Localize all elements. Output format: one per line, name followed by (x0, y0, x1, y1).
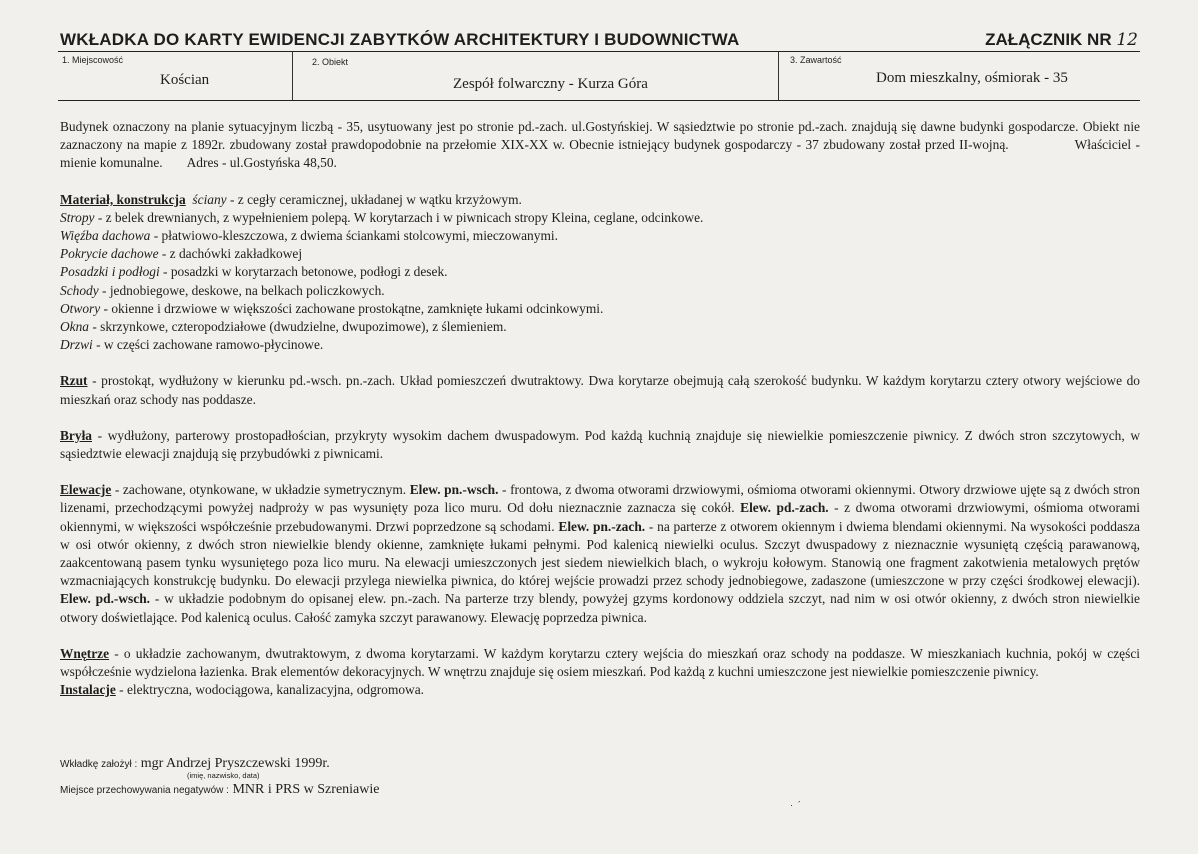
field-divider-2 (778, 52, 779, 100)
material-text: - jednobiegowe, deskowe, na belkach policzkowych. (98, 282, 385, 298)
field-divider-1 (292, 52, 293, 100)
storage-label: Miejsce przechowywania negatywów : (60, 785, 229, 796)
material-term: Okna (60, 319, 90, 335)
wnetrze-heading: Wnętrze (60, 645, 110, 661)
header-bottom-rule (58, 100, 1140, 101)
field-label-content: 3. Zawartość (790, 55, 842, 65)
material-heading: Materiał, konstrukcja (60, 191, 186, 207)
storage-value: MNR i PRS w Szreniawie (228, 782, 380, 797)
header-top-rule (58, 51, 1140, 52)
material-text: - z belek drewnianych, z wypełnieniem polepą. W korytarzach i w piwnicach stropy Kleina, ceglane, odcinkowe. (94, 209, 704, 225)
elewacje-heading: Elewacje (60, 482, 112, 498)
elewacje-text: - w układzie podobnym do opisanej elew. pn.-zach. Na parterze trzy blendy, powyżej gzyms kordonowy oddziela szczyt, nad nim w osi otwór okienny, z dwóch stron niewielkie otwory doświetlające. Pod kalenicą oculus. Całość zamyka szczyt parawanowy. Elewację poprzedza piwnica. (60, 591, 1140, 625)
material-term: Więźba dachowa (60, 228, 151, 244)
wnetrze-text: - o układzie zachowanym, dwutraktowym, z dwoma korytarzami. W każdym korytarzu cztery wejścia do mieszkań oraz schody na poddasze. W mieszkaniach kuchnia, pokój w części współcześnie wydzielona łazienka. Brak elementów dekoracyjnych. W wnętrzu znajduje się osiem mieszkań. Pod każdą z kuchni umieszczone jest niewielkie pomieszczenie piwnicy. (60, 645, 1140, 680)
material-term: ściany (192, 191, 227, 207)
scan-mark: · ´ (790, 800, 801, 810)
address-text: Adres - ul.Gostyńska 48,50. (186, 155, 337, 171)
field-value-content: Dom mieszkalny, ośmiorak - 35 (876, 70, 1068, 86)
author-sub-label: (imię, nazwisko, data) (187, 771, 260, 780)
material-text: - posadzki w korytarzach betonowe, podłogi z desek. (159, 264, 448, 280)
intro-text: Budynek oznaczony na planie sytuacyjnym liczbą - 35, usytuowany jest po stronie pd.-zach. ul.Gostyńskiej. W sąsiedztwie po stronie pd.-zach. znajdują się dawne budynki gospodarcze. Obiekt nie zaznaczony na mapie z 1892r. zbudowany został prawdopodobnie na przełomie XIX-XX w. Obecnie istniejący budynek gospodarczy - 37 zbudowany został przed II-wojną. (60, 119, 1140, 153)
rzut-text: - prostokąt, wydłużony w kierunku pd.-wsch. pn.-zach. Układ pomieszczeń dwutraktowy. Dwa korytarze obejmują całą szerokość budynku. W każdym korytarzu cztery otwory wejściowe do mieszkań oraz schody nas poddasze. (60, 373, 1140, 407)
elewacje-subheading: Elew. pn.-wsch. (409, 482, 499, 498)
elewacje-subheading: Elew. pd.-wsch. (60, 591, 151, 607)
elewacje-subheading: Elew. pd.-zach. (740, 500, 829, 516)
bryla-heading: Bryła (60, 427, 92, 443)
field-value-object: Zespół folwarczny - Kurza Góra (453, 76, 648, 92)
material-term: Stropy (60, 209, 95, 225)
elewacje-text: - zachowane, otynkowane, w układzie symetrycznym. (111, 482, 410, 498)
instalacje-section (60, 681, 1140, 699)
material-term: Schody (60, 282, 99, 298)
field-value-location: Kościan (160, 72, 210, 88)
storage-line (60, 782, 379, 798)
elewacje-text: - na parterze z otworem okiennym i dwiema blendami okiennymi. Na wysokości poddasza w osi otwór okienny, z dwóch stron niewielkie blendy okienne, zamknięte łukami pełnymi. Pod kalenicą niewielki oculus. Szczyt dwuspadowy z nieznacznie wysuniętą częścią parawanową, zaakcentowaną pasem tynku wysuniętego poza lico muru. Na elewacji umieszczonych jest siedem niewielkich blach, o wykroju kołowym. Stanowią one fragment zakotwienia metalowych prętów wzmacniających konstrukcję budynku. Do elewacji przylega niewielka piwnica, do której wejście prowadzi przez schody jednobiegowe, zadaszone (umieszczone w przy części środkowej elewacji). (60, 518, 1140, 589)
annex-handwritten-number: 12 (1116, 30, 1138, 50)
instalacje-heading: Instalacje (60, 682, 116, 698)
elewacje-text: - frontowa, z dwoma otworami drzwiowymi, ośmioma otworami okiennymi. Otwory drzwiowe ujęte są z dwóch stron lizenami, przechodzącymi powyżej nadproży w pas wysunięty poza lico muru. Od dołu nieznacznie zaznacza się cokół. (60, 482, 1140, 516)
material-term: Otwory (60, 300, 101, 316)
bryla-section (60, 427, 1140, 463)
owner-text: Właściciel - mienie komunalne. (60, 137, 1141, 171)
annex-number (985, 30, 1138, 50)
material-term: Posadzki i podłogi (60, 264, 160, 280)
material-section (60, 191, 1140, 355)
document-body (60, 118, 1140, 699)
document-title: WKŁADKA DO KARTY EWIDENCJI ZABYTKÓW ARCHITEKTURY I BUDOWNICTWA (60, 30, 740, 49)
material-text: - okienne i drzwiowe w większości zachowane prostokątne, zamknięte łukami odcinkowymi. (100, 300, 604, 316)
annex-label: ZAŁĄCZNIK NR (985, 30, 1112, 49)
author-label: Wkładkę założył : (60, 759, 138, 770)
material-text: - w części zachowane ramowo-płycinowe. (92, 337, 324, 353)
material-text: - skrzynkowe, czteropodziałowe (dwudzielne, dwupozimowe), z ślemieniem. (89, 319, 507, 335)
field-label-object: 2. Obiekt (312, 57, 349, 67)
elewacje-text: - z dwoma otworami drzwiowymi, ośmioma otworami okiennymi, w większości współcześnie przebudowanymi. Drzwi poprzedzone są schodami. (60, 500, 1140, 534)
bryla-text: - wydłużony, parterowy prostopadłościan, przykryty wysokim dachem dwuspadowym. Pod każdą kuchnią znajduje się niewielkie pomieszczenie piwnicy. Z dwóch stron szczytowych, w sąsiedztwie elewacji znajdują się przybudówki z piwnicami. (60, 427, 1140, 462)
intro-paragraph (60, 118, 1140, 173)
elewacje-subheading: Elew. pn.-zach. (558, 518, 646, 534)
material-term: Drzwi (60, 337, 93, 353)
material-text: - z dachówki zakładkowej (158, 246, 303, 262)
material-text: - z cegły ceramicznej, układanej w wątku krzyżowym. (226, 191, 522, 207)
rzut-section (60, 372, 1140, 408)
rzut-heading: Rzut (60, 373, 88, 389)
wnetrze-section (60, 645, 1140, 681)
instalacje-text: - elektryczna, wodociągowa, kanalizacyjna, odgromowa. (115, 682, 425, 698)
elewacje-section (60, 481, 1140, 627)
author-value: mgr Andrzej Pryszczewski 1999r. (137, 756, 330, 771)
material-text: - płatwiowo-kleszczowa, z dwiema ściankami stolcowymi, mieczowanymi. (150, 228, 558, 244)
material-term: Pokrycie dachowe (60, 246, 159, 262)
author-line (60, 756, 330, 772)
field-label-location: 1. Miejscowość (62, 55, 124, 65)
